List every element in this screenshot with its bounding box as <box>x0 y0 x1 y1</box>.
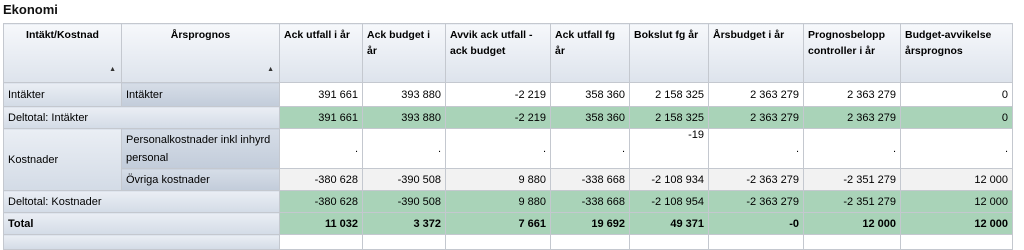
table-row-deltotal-kostnader <box>4 191 1013 213</box>
cell: 12 000 <box>901 169 1013 191</box>
row-label-total[interactable]: Total <box>4 213 280 235</box>
cell: 19 692 <box>551 213 630 235</box>
cell: 49 371 <box>630 213 709 235</box>
table-row-intakter <box>4 83 1013 107</box>
column-header-intakt-kostnad[interactable]: Intäkt/Kostnad ▲ <box>4 24 122 83</box>
column-header-bokslut-fg[interactable]: Bokslut fg år <box>630 24 709 83</box>
cell: 0 <box>901 107 1013 129</box>
cell: 2 363 279 <box>709 107 804 129</box>
cell: 2 158 325 <box>630 83 709 107</box>
cell: 12 000 <box>901 191 1013 213</box>
cell: 0 <box>901 83 1013 107</box>
cell: 2 158 325 <box>630 107 709 129</box>
cell: 12 000 <box>804 213 901 235</box>
sort-ascending-icon[interactable]: ▲ <box>109 66 116 73</box>
cell: -0 <box>709 213 804 235</box>
column-header-arsprognos[interactable]: Årsprognos ▲ <box>122 24 280 83</box>
cell: -2 351 279 <box>804 169 901 191</box>
table-row-personalkostnader <box>4 129 1013 169</box>
cell: 2 363 279 <box>804 83 901 107</box>
cell: . <box>363 129 446 169</box>
cell: . <box>901 129 1013 169</box>
cell: . <box>804 129 901 169</box>
row-label-personalkostnader[interactable]: Personalkostnader inkl inhyrd personal <box>122 129 280 169</box>
economy-pivot-table <box>3 23 1013 250</box>
column-header-ack-budget[interactable]: Ack budget i år <box>363 24 446 83</box>
header-row <box>4 24 1013 83</box>
column-header-ack-utfall-fg[interactable]: Ack utfall fg år <box>551 24 630 83</box>
cell: . <box>280 129 363 169</box>
cell: 2 363 279 <box>804 107 901 129</box>
cell: -380 628 <box>280 191 363 213</box>
cell: -19 <box>630 129 709 169</box>
cell: -390 508 <box>363 169 446 191</box>
row-label-intakter-sub[interactable]: Intäkter <box>122 83 280 107</box>
table-row-empty <box>4 235 1013 250</box>
cell: -2 351 279 <box>804 191 901 213</box>
cell: -2 108 934 <box>630 169 709 191</box>
column-header-ack-utfall[interactable]: Ack utfall i år <box>280 24 363 83</box>
cell: 9 880 <box>446 169 551 191</box>
row-label-intakter[interactable]: Intäkter <box>4 83 122 107</box>
cell: -2 363 279 <box>709 191 804 213</box>
cell: -380 628 <box>280 169 363 191</box>
table-row-ovriga-kostnader <box>4 169 1013 191</box>
column-header-avvik[interactable]: Avvik ack utfall - ack budget <box>446 24 551 83</box>
cell: -390 508 <box>363 191 446 213</box>
cell: . <box>551 129 630 169</box>
cell: -2 219 <box>446 107 551 129</box>
column-header-budget-avvikelse[interactable]: Budget-avvikelse årsprognos <box>901 24 1013 83</box>
cell: 358 360 <box>551 107 630 129</box>
row-label-deltotal-intakter[interactable]: Deltotal: Intäkter <box>4 107 280 129</box>
column-header-arsbudget[interactable]: Årsbudget i år <box>709 24 804 83</box>
row-label-ovriga-kostnader[interactable]: Övriga kostnader <box>122 169 280 191</box>
cell: -2 108 954 <box>630 191 709 213</box>
cell: . <box>446 129 551 169</box>
cell: 7 661 <box>446 213 551 235</box>
row-label-kostnader[interactable]: Kostnader <box>4 129 122 191</box>
column-header-prognosbelopp[interactable]: Prognosbelopp controller i år <box>804 24 901 83</box>
row-label-empty <box>4 235 280 250</box>
sort-ascending-icon[interactable]: ▲ <box>267 66 274 73</box>
cell: . <box>709 129 804 169</box>
cell: 391 661 <box>280 83 363 107</box>
cell: 12 000 <box>901 213 1013 235</box>
cell: -2 363 279 <box>709 169 804 191</box>
cell: 393 880 <box>363 83 446 107</box>
cell: 2 363 279 <box>709 83 804 107</box>
cell: -338 668 <box>551 191 630 213</box>
table-row-total <box>4 213 1013 235</box>
table-row-deltotal-intakter <box>4 107 1013 129</box>
row-label-deltotal-kostnader[interactable]: Deltotal: Kostnader <box>4 191 280 213</box>
cell: 393 880 <box>363 107 446 129</box>
cell: 9 880 <box>446 191 551 213</box>
cell: 3 372 <box>363 213 446 235</box>
page-title: Ekonomi <box>3 2 58 17</box>
cell: 358 360 <box>551 83 630 107</box>
cell: -338 668 <box>551 169 630 191</box>
cell: 11 032 <box>280 213 363 235</box>
cell: 391 661 <box>280 107 363 129</box>
cell: -2 219 <box>446 83 551 107</box>
